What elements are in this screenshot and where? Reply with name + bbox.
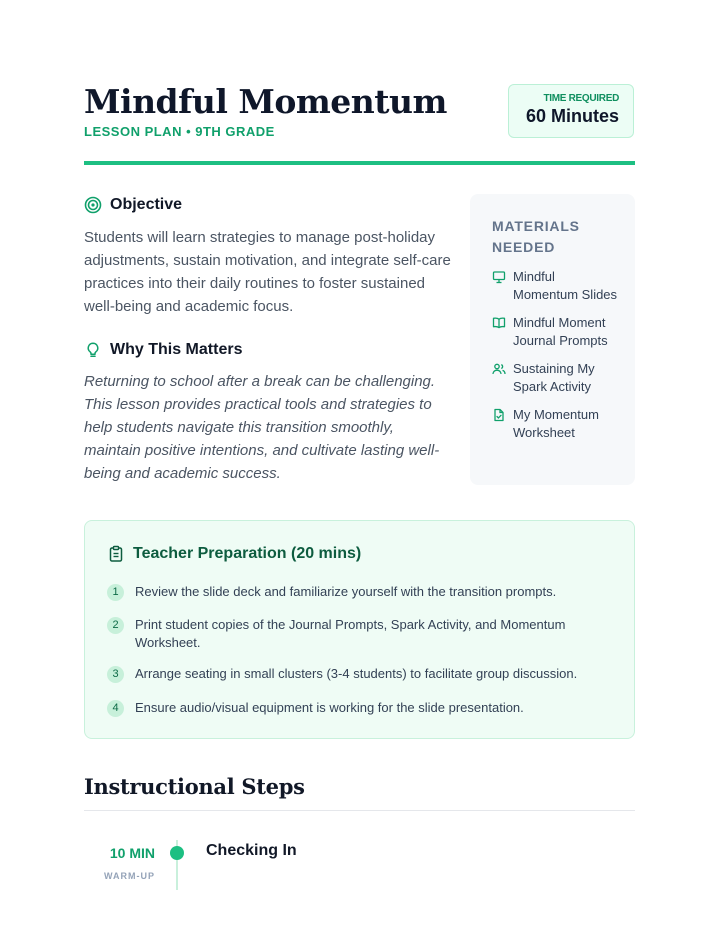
page-subtitle: LESSON PLAN • 9TH GRADE	[84, 124, 275, 139]
presentation-icon	[492, 270, 506, 284]
target-icon	[84, 196, 102, 214]
objective-heading	[84, 196, 182, 214]
materials-title: MATERIALS NEEDED	[492, 218, 580, 255]
material-label: Mindful Moment Journal Prompts	[513, 315, 608, 348]
prep-step-text: Print student copies of the Journal Prompts, Spark Activity, and Momentum Worksheet.	[135, 617, 566, 650]
objective-text: Students will learn strategies to manage post-holiday adjustments, sustain motivation, and integrate self-care practices into their daily routines to foster sustained well-being and academic focus.	[84, 229, 451, 315]
time-required-box	[508, 84, 634, 138]
timeline-dot	[170, 846, 184, 860]
users-icon	[492, 362, 506, 376]
page-title: Mindful Momentum	[84, 82, 447, 121]
material-item	[492, 314, 623, 350]
prep-step-number: 3	[107, 666, 124, 683]
prep-step-text: Arrange seating in small clusters (3-4 students) to facilitate group discussion.	[135, 666, 578, 681]
book-icon	[492, 316, 506, 330]
prep-step	[107, 665, 612, 683]
clipboard-icon	[107, 545, 125, 563]
prep-step	[107, 583, 612, 601]
prep-step	[107, 699, 612, 717]
material-item	[492, 360, 623, 396]
teacher-preparation-label: Teacher Preparation (20 mins)	[133, 545, 362, 562]
step-duration: 10 MIN	[109, 845, 155, 861]
material-item	[492, 406, 623, 442]
instructional-steps-divider	[84, 810, 635, 811]
instructional-steps-title: Instructional Steps	[84, 774, 305, 799]
lightbulb-icon	[84, 341, 102, 359]
prep-step-number: 4	[107, 700, 124, 717]
material-item	[492, 268, 623, 304]
prep-step-text: Ensure audio/visual equipment is working for the slide presentation.	[135, 700, 524, 715]
why-heading-label: Why This Matters	[110, 341, 243, 358]
why-text: Returning to school after a break can be challenging. This lesson provides practical tools and strategies to help students navigate this transition smoothly, maintain positive intentions, and cultivate lasting well-being and academic success.	[84, 373, 440, 482]
why-heading	[84, 341, 242, 359]
material-label: Mindful Momentum Slides	[513, 269, 618, 302]
material-label: Sustaining My Spark Activity	[513, 361, 595, 394]
header-divider	[84, 161, 635, 165]
prep-step-number: 2	[107, 617, 124, 634]
time-required-label: TIME REQUIRED	[543, 93, 619, 104]
materials-list	[492, 268, 623, 442]
material-label: My Momentum Worksheet	[513, 407, 599, 440]
objective-heading-label: Objective	[110, 196, 183, 213]
teacher-preparation-heading	[107, 545, 361, 563]
prep-step-text: Review the slide deck and familiarize yourself with the transition prompts.	[135, 584, 557, 599]
time-required-value: 60 Minutes	[525, 106, 619, 126]
step-phase: WARM-UP	[104, 871, 155, 881]
prep-step-number: 1	[107, 584, 124, 601]
materials-panel	[470, 194, 635, 485]
file-check-icon	[492, 408, 506, 422]
prep-step	[107, 616, 612, 652]
step-title: Checking In	[206, 842, 297, 859]
teacher-preparation-panel	[84, 520, 635, 739]
